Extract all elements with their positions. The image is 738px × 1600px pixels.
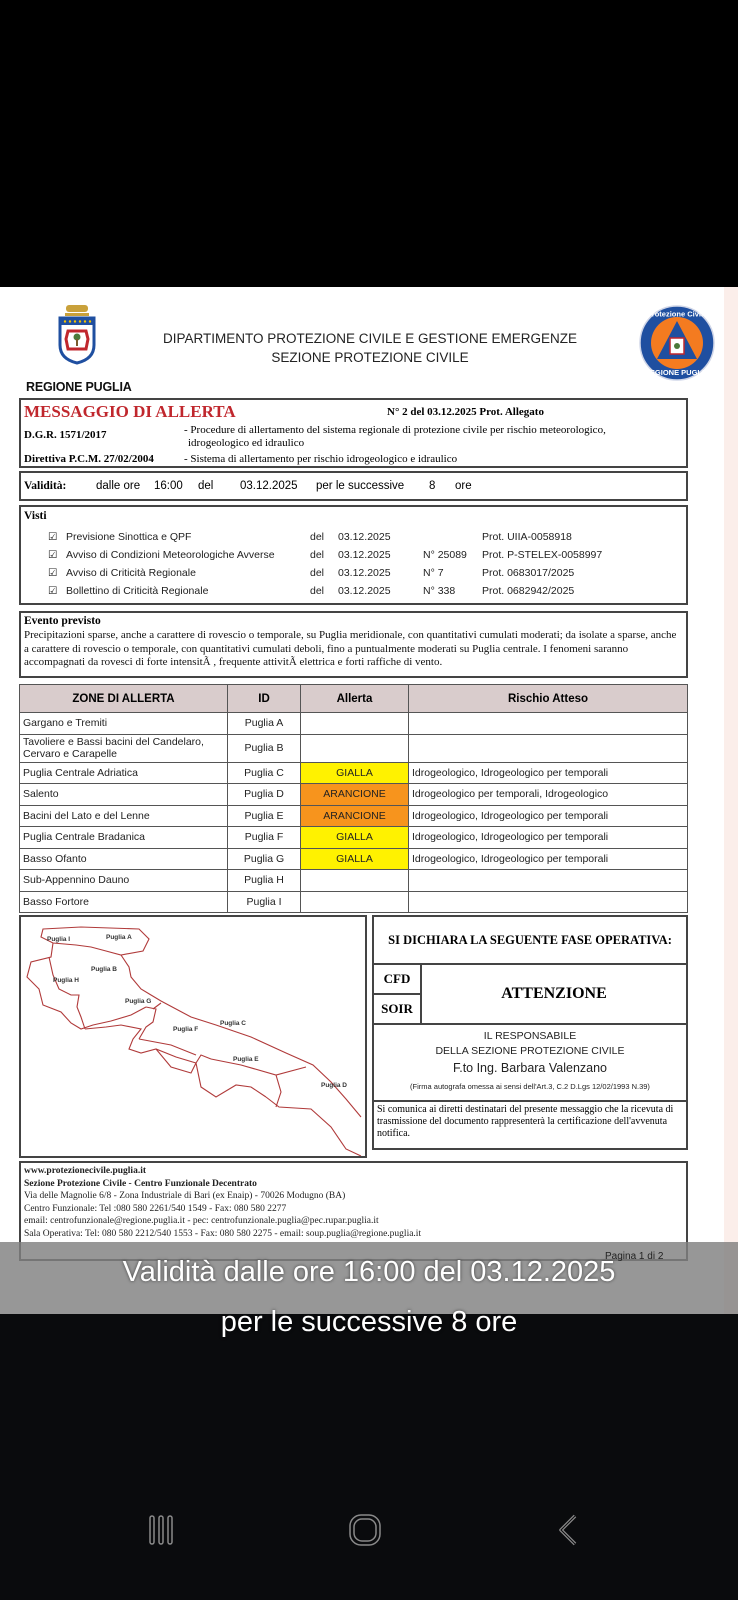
zone-alert-badge: ARANCIONE <box>301 784 409 806</box>
operational-phase-title: SI DICHIARA LA SEGUENTE FASE OPERATIVA: <box>374 917 686 965</box>
zone-id: Puglia G <box>228 848 301 870</box>
map-label-puglia-g: Puglia G <box>125 998 152 1005</box>
visti-item-label: Bollettino di Criticità Regionale <box>66 585 209 597</box>
zone-id: Puglia B <box>228 734 301 762</box>
validity-time: 16:00 <box>154 480 183 492</box>
visti-item-prot: Prot. 0682942/2025 <box>482 585 575 597</box>
table-row <box>20 827 688 849</box>
zone-alert <box>301 891 409 913</box>
page-indicator: Pagina 1 di 2 <box>605 1251 664 1262</box>
visti-item-date: 03.12.2025 <box>338 585 391 597</box>
zone-name: Gargano e Tremiti <box>20 713 228 735</box>
table-row <box>20 805 688 827</box>
zone-name: Puglia Centrale Bradanica <box>20 827 228 849</box>
svg-text:REGIONE PUGLIA: REGIONE PUGLIA <box>644 368 710 377</box>
table-row <box>20 762 688 784</box>
zone-name: Basso Fortore <box>20 891 228 913</box>
message-title: MESSAGGIO DI ALLERTA <box>24 402 236 421</box>
validity-box <box>19 471 688 501</box>
footer-website: www.protezionecivile.puglia.it <box>24 1166 146 1176</box>
alert-zones-table <box>19 684 688 913</box>
operational-phase-value: ATTENZIONE <box>501 985 607 1002</box>
visti-item-prot: Prot. UIIA-0058918 <box>482 531 572 543</box>
validity-del-label: del <box>198 480 214 492</box>
back-button[interactable] <box>548 1512 588 1548</box>
directive-label: Direttiva P.C.M. 27/02/2004 <box>24 453 154 465</box>
zone-name: Bacini del Lato e del Lenne <box>20 805 228 827</box>
dgr-text-2: idrogeologico ed idraulico <box>188 437 305 449</box>
validity-from-label: dalle ore <box>96 480 141 492</box>
validity-date: 03.12.2025 <box>240 480 298 492</box>
checkbox-checked-icon: ☑ <box>48 585 58 597</box>
zone-id: Puglia I <box>228 891 301 913</box>
zone-name: Puglia Centrale Adriatica <box>20 762 228 784</box>
visti-item-del: del <box>310 549 325 561</box>
validity-label: Validità: <box>24 480 67 492</box>
visti-title: Visti <box>24 510 47 522</box>
zone-name: Basso Ofanto <box>20 848 228 870</box>
zone-alert <box>301 734 409 762</box>
zone-id: Puglia A <box>228 713 301 735</box>
map-label-puglia-h: Puglia H <box>53 977 80 984</box>
map-label-puglia-c: Puglia C <box>220 1020 247 1027</box>
regione-puglia-logo <box>22 303 132 394</box>
zone-risk: Idrogeologico, Idrogeologico per temporali <box>409 805 688 827</box>
visti-item <box>21 585 686 603</box>
zone-alert-badge: GIALLA <box>301 827 409 849</box>
signature-note: (Firma autografa omessa ai sensi dell'Art.3, C.2 D.Lgs 12/02/1993 N.39) <box>410 1082 650 1091</box>
responsible-name: F.to Ing. Barbara Valenzano <box>452 1061 608 1075</box>
dgr-text-1: - Procedure di allertamento del sistema regionale di protezione civile per rischio meteorologico, <box>184 424 606 436</box>
zone-risk <box>409 734 688 762</box>
zone-risk: Idrogeologico, Idrogeologico per temporali <box>409 827 688 849</box>
table-row <box>20 891 688 913</box>
visti-item <box>21 567 686 585</box>
zone-alert <box>301 713 409 735</box>
table-row <box>20 870 688 892</box>
zone-id: Puglia D <box>228 784 301 806</box>
validity-hours: 8 <box>429 480 436 492</box>
zone-name: Salento <box>20 784 228 806</box>
coat-of-arms-icon <box>54 303 100 365</box>
department-title-line1: DIPARTIMENTO PROTEZIONE CIVILE E GESTIONE EMERGENZE <box>162 331 578 346</box>
map-label-puglia-i: Puglia I <box>47 936 71 943</box>
zone-name: Tavoliere e Bassi bacini del Candelaro, Cervaro e Carapelle <box>20 734 228 762</box>
responsible-line2: DELLA SEZIONE PROTEZIONE CIVILE <box>435 1045 625 1057</box>
caption-line2: per le successive 8 ore <box>220 1306 518 1338</box>
visti-item-label: Avviso di Criticità Regionale <box>66 567 196 579</box>
table-row <box>20 734 688 762</box>
zone-alert-badge: GIALLA <box>301 762 409 784</box>
alert-document-image <box>0 287 738 1314</box>
visti-item <box>21 531 686 549</box>
visti-item-num: N° 7 <box>423 567 444 579</box>
department-title-line2: SEZIONE PROTEZIONE CIVILE <box>271 350 469 365</box>
evento-text: Precipitazioni sparse, anche a carattere di rovescio o temporale, su Puglia meridionale, con quantitativi cumulati moderati; da isolate a sparse, anche a carattere di rovescio o temporale, con quantitativi cumulati deboli, fino a puntualmente moderati su Puglia centrale. I fenomeni saranno accompagnati da rovesci di forte intensitÃ , frequente attivitÃ elettrica e forti raffiche di vento. <box>24 629 677 668</box>
system-navigation-bar <box>0 1500 738 1560</box>
visti-box <box>19 505 688 605</box>
operational-phase-box <box>372 915 688 1150</box>
col-header-alert: Allerta <box>301 685 409 713</box>
col-header-zone: ZONE DI ALLERTA <box>20 685 228 713</box>
visti-item-del: del <box>310 531 325 543</box>
protezione-civile-logo-icon <box>638 304 716 382</box>
responsible-line1: IL RESPONSABILE <box>483 1030 577 1042</box>
footer-email: email: centrofunzionale@regione.puglia.it - pec: centrofunzionale.puglia@pec.rupar.puglia.it <box>24 1216 379 1226</box>
zone-id: Puglia C <box>228 762 301 784</box>
map-label-puglia-b: Puglia B <box>91 966 118 973</box>
zone-risk: Idrogeologico, Idrogeologico per temporali <box>409 762 688 784</box>
table-row <box>20 784 688 806</box>
back-icon <box>548 1512 588 1548</box>
validity-unit: ore <box>455 480 472 492</box>
zone-name: Sub-Appennino Dauno <box>20 870 228 892</box>
footer-section: Sezione Protezione Civile - Centro Funzionale Decentrato <box>24 1178 257 1189</box>
home-button[interactable] <box>345 1512 385 1548</box>
visti-item-label: Avviso di Condizioni Meteorologiche Avverse <box>66 549 275 561</box>
checkbox-checked-icon: ☑ <box>48 567 58 579</box>
recent-apps-button[interactable] <box>144 1512 184 1548</box>
visti-item-del: del <box>310 567 325 579</box>
visti-item-num: N° 338 <box>423 585 456 597</box>
page-edge <box>724 287 738 1314</box>
regione-puglia-caption: REGIONE PUGLIA <box>26 380 132 394</box>
caption-line1: Validità dalle ore 16:00 del 03.12.2025 <box>122 1256 616 1288</box>
footer-sala-operativa: Sala Operativa: Tel: 080 580 2212/540 1553 - Fax: 080 580 2275 - email: soup.puglia@regione.puglia.it <box>24 1228 422 1239</box>
evento-title: Evento previsto <box>24 615 101 627</box>
puglia-map-icon <box>21 917 365 1156</box>
col-header-id: ID <box>228 685 301 713</box>
responsible-block <box>374 1025 686 1102</box>
footer-phone: Centro Funzionale: Tel :080 580 2261/540 1549 - Fax: 080 580 2277 <box>24 1203 287 1214</box>
map-label-puglia-e: Puglia E <box>233 1056 259 1063</box>
visti-item <box>21 549 686 567</box>
dgr-label: D.G.R. 1571/2017 <box>24 429 107 441</box>
visti-item-prot: Prot. P-STELEX-0058997 <box>482 549 603 561</box>
visti-item-label: Previsione Sinottica e QPF <box>66 531 192 543</box>
notification-notice: Si comunica ai diretti destinatari del presente messaggio che la ricevuta di trasmissione del documento rappresenterà la certificazione dell'avvenuta notifica. <box>377 1104 674 1139</box>
table-row <box>20 713 688 735</box>
zone-risk <box>409 891 688 913</box>
home-icon <box>345 1512 385 1548</box>
zone-alert-badge: ARANCIONE <box>301 805 409 827</box>
zone-id: Puglia E <box>228 805 301 827</box>
map-label-puglia-f: Puglia F <box>173 1026 199 1033</box>
map-label-puglia-a: Puglia A <box>106 934 132 941</box>
zone-id: Puglia H <box>228 870 301 892</box>
zone-alert <box>301 870 409 892</box>
col-header-risk: Rischio Atteso <box>409 685 688 713</box>
zone-risk: Idrogeologico, Idrogeologico per temporali <box>409 848 688 870</box>
zone-risk <box>409 870 688 892</box>
zone-risk: Idrogeologico per temporali, Idrogeologico <box>409 784 688 806</box>
map-label-puglia-d: Puglia D <box>321 1082 348 1089</box>
zone-id: Puglia F <box>228 827 301 849</box>
checkbox-checked-icon: ☑ <box>48 549 58 561</box>
cfd-label: CFD <box>374 965 420 995</box>
checkbox-checked-icon: ☑ <box>48 531 58 543</box>
directive-text: - Sistema di allertamento per rischio idrogeologico e idraulico <box>184 453 458 465</box>
zone-risk <box>409 713 688 735</box>
visti-item-date: 03.12.2025 <box>338 531 391 543</box>
visti-item-num: N° 25089 <box>423 549 467 561</box>
visti-item-date: 03.12.2025 <box>338 567 391 579</box>
visti-item-del: del <box>310 585 325 597</box>
visti-item-prot: Prot. 0683017/2025 <box>482 567 575 579</box>
puglia-zones-map <box>19 915 367 1158</box>
zone-alert-badge: GIALLA <box>301 848 409 870</box>
table-row <box>20 848 688 870</box>
recent-apps-icon <box>144 1512 184 1548</box>
soir-label: SOIR <box>381 1001 413 1016</box>
status-area <box>0 0 738 287</box>
evento-box <box>19 611 688 678</box>
svg-text:Protezione Civile: Protezione Civile <box>646 309 708 319</box>
validity-next-label: per le successive <box>316 480 405 492</box>
message-number: N° 2 del 03.12.2025 Prot. Allegato <box>387 406 544 418</box>
department-title <box>130 329 610 367</box>
visti-item-date: 03.12.2025 <box>338 549 391 561</box>
footer-address: Via delle Magnolie 6/8 - Zona Industriale di Bari (ex Enaip) - 70026 Modugno (BA) <box>24 1191 346 1201</box>
message-box <box>19 398 688 468</box>
